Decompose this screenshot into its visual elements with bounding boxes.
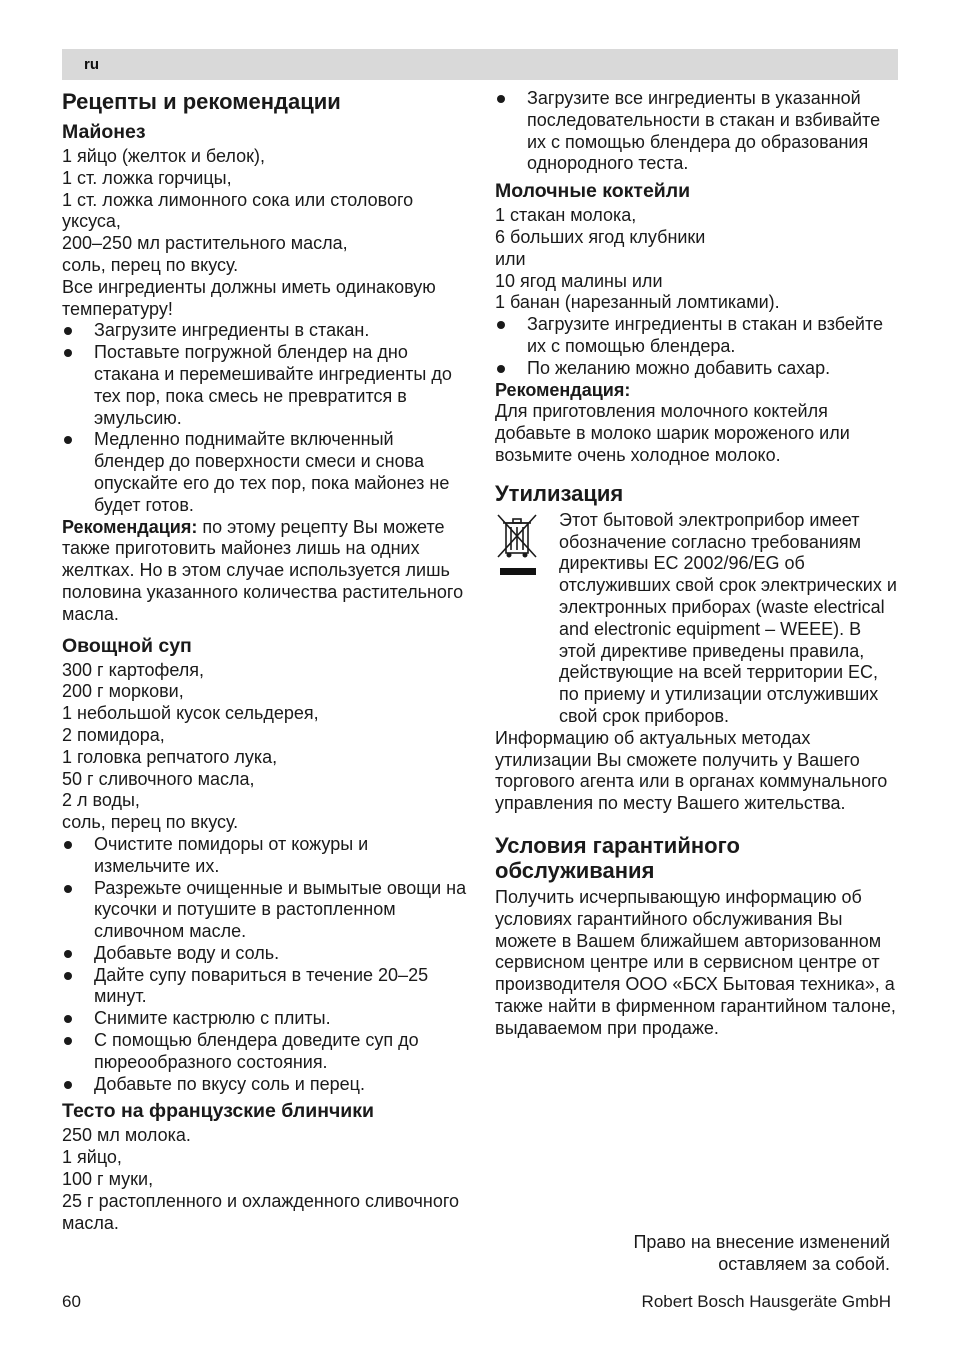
list-item: Очистите помидоры от кожуры и измельчите их. [62, 834, 467, 878]
ingredient: 25 г растопленного и охлажденного сливочного масла. [62, 1190, 460, 1233]
shake-tip-text: Для приготовления молочного коктейля добавьте в молоко шарик мороженого или возьмите очень холодное молоко. [495, 401, 850, 465]
disposal-text: Этот бытовой электроприбор имеет обозначение согласно требованиям директивы ЕС 2002/96/EG об отслуживших свой срок электрических и электронных приборах (waste electrical and electronic equipment – WEEE). В этой директиве приведены правила, действующие на всей территории ЕС, по приему и утилизации отслуживших свой срок приборов. [559, 509, 897, 726]
disposal-info: Информацию об актуальных методах утилизации Вы сможете получить у Вашего торгового агента или в органах коммунального управления по месту Вашего жительства. [495, 727, 888, 814]
ingredient: 2 помидора, [62, 724, 165, 745]
shake-title: Молочные коктейли [495, 180, 691, 203]
page-title: Рецепты и рекомендации [62, 89, 341, 114]
ingredient: 1 стакан молока, [495, 205, 637, 226]
bullet-icon [64, 1015, 72, 1023]
page-number: 60 [62, 1292, 81, 1311]
bullet-icon [64, 1081, 72, 1089]
right-column [495, 88, 900, 1039]
disposal-block [495, 510, 900, 728]
soup-ingredients [62, 660, 467, 834]
company-name: Robert Bosch Hausgeräte GmbH [641, 1292, 891, 1311]
soup-steps [62, 834, 467, 1096]
ingredient: 200 г моркови, [62, 681, 184, 702]
ingredient: или [495, 248, 526, 269]
mayo-title: Майонез [62, 121, 146, 143]
ingredient: 100 г муки, [62, 1169, 154, 1190]
ingredient: 1 головка репчатого лука, [62, 746, 278, 767]
bullet-icon [64, 841, 72, 849]
list-item: Загрузите ингредиенты в стакан. [62, 320, 467, 342]
bullet-icon [64, 436, 72, 444]
bullet-icon [64, 327, 72, 335]
list-item: С помощью блендера доведите суп до пюреообразного состояния. [62, 1030, 467, 1074]
rights-note-line: оставляем за собой. [718, 1254, 890, 1274]
ingredient: Все ингредиенты должны иметь одинаковую температуру! [62, 276, 436, 319]
mayo-steps [62, 320, 467, 516]
bullet-icon [64, 1037, 72, 1045]
bullet-icon [497, 321, 505, 329]
list-item: Медленно поднимайте включенный блендер до поверхности смеси и снова опускайте его до тех пор, пока майонез не будет готов. [62, 429, 467, 516]
ingredient: 1 яйцо, [62, 1147, 122, 1168]
bullet-icon [64, 950, 72, 958]
ingredient: 6 больших ягод клубники [495, 226, 706, 247]
ingredient: 1 яйцо (желток и белок), [62, 146, 265, 166]
ingredient: 1 ст. ложка горчицы, [62, 167, 232, 188]
language-bar [62, 49, 898, 80]
list-item: Разрежьте очищенные и вымытые овощи на кусочки и потушите в растопленном сливочном масле. [62, 878, 467, 943]
crepe-ingredients [62, 1125, 467, 1234]
soup-title: Овощной суп [62, 634, 192, 657]
shake-ingredients [495, 205, 900, 314]
ingredient: 2 л воды, [62, 790, 140, 811]
bullet-icon [497, 365, 505, 373]
list-item: Дайте супу повариться в течение 20–25 минут. [62, 965, 467, 1009]
mayo-ingredients [62, 146, 467, 320]
list-item: Загрузите ингредиенты в стакан и взбейте их с помощью блендера. [495, 314, 900, 358]
weee-crossed-bin-icon [495, 512, 541, 580]
tip-text: по этому рецепту Вы можете также приготовить майонез лишь на одних желтках. Но в этом случае используется лишь половина указанного количества растительного масла. [62, 516, 464, 624]
list-item: Добавьте по вкусу соль и перец. [62, 1074, 467, 1096]
ingredient: 250 мл молока. [62, 1125, 191, 1146]
language-code: ru [84, 56, 99, 73]
ingredient: 200–250 мл растительного масла, [62, 233, 348, 254]
ingredient: 50 г сливочного масла, [62, 768, 255, 789]
crepe-steps [495, 88, 900, 175]
rights-note-line: Право на внесение изменений [633, 1232, 890, 1252]
ingredient: 300 г картофеля, [62, 659, 205, 680]
bullet-icon [64, 885, 72, 893]
bullet-icon [497, 95, 505, 103]
list-item: Снимите кастрюлю с плиты. [62, 1008, 467, 1030]
tip-label: Рекомендация: [62, 516, 198, 537]
mayo-tip [62, 517, 467, 626]
bullet-icon [64, 349, 72, 357]
rights-note [633, 1231, 890, 1275]
list-item: По желанию можно добавить сахар. [495, 358, 900, 380]
ingredient: соль, перец по вкусу. [62, 812, 239, 833]
bullet-icon [64, 972, 72, 980]
list-item: Добавьте воду и соль. [62, 943, 467, 965]
ingredient: 1 небольшой кусок сельдерея, [62, 703, 319, 724]
warranty-title: Условия гарантийного обслуживания [495, 832, 740, 883]
ingredient: 1 банан (нарезанный ломтиками). [495, 292, 780, 313]
crepe-title: Тесто на французские блинчики [62, 1100, 375, 1123]
left-column [62, 88, 467, 1234]
ingredient: соль, перец по вкусу. [62, 254, 239, 275]
list-item: Загрузите все ингредиенты в указанной последовательности в стакан и взбивайте их с помощью блендера до образования однородного теста. [495, 88, 900, 175]
shake-tip-label: Рекомендация: [495, 379, 631, 400]
warranty-text: Получить исчерпывающую информацию об условиях гарантийного обслуживания Вы можете в Вашем ближайшем авторизованном сервисном центре или в сервисном центре от производителя ООО «БСХ Бытовая техника», а также найти в фирменном гарантийном талоне, выдаваемом при продаже. [495, 886, 896, 1038]
ingredient: 1 ст. ложка лимонного сока или столового уксуса, [62, 189, 414, 232]
list-item: Поставьте погружной блендер на дно стакана и перемешивайте ингредиенты до тех пор, пока смесь не превратится в эмульсию. [62, 342, 467, 429]
ingredient: 10 ягод малины или [495, 270, 663, 291]
shake-steps [495, 314, 900, 379]
disposal-title: Утилизация [495, 480, 624, 506]
